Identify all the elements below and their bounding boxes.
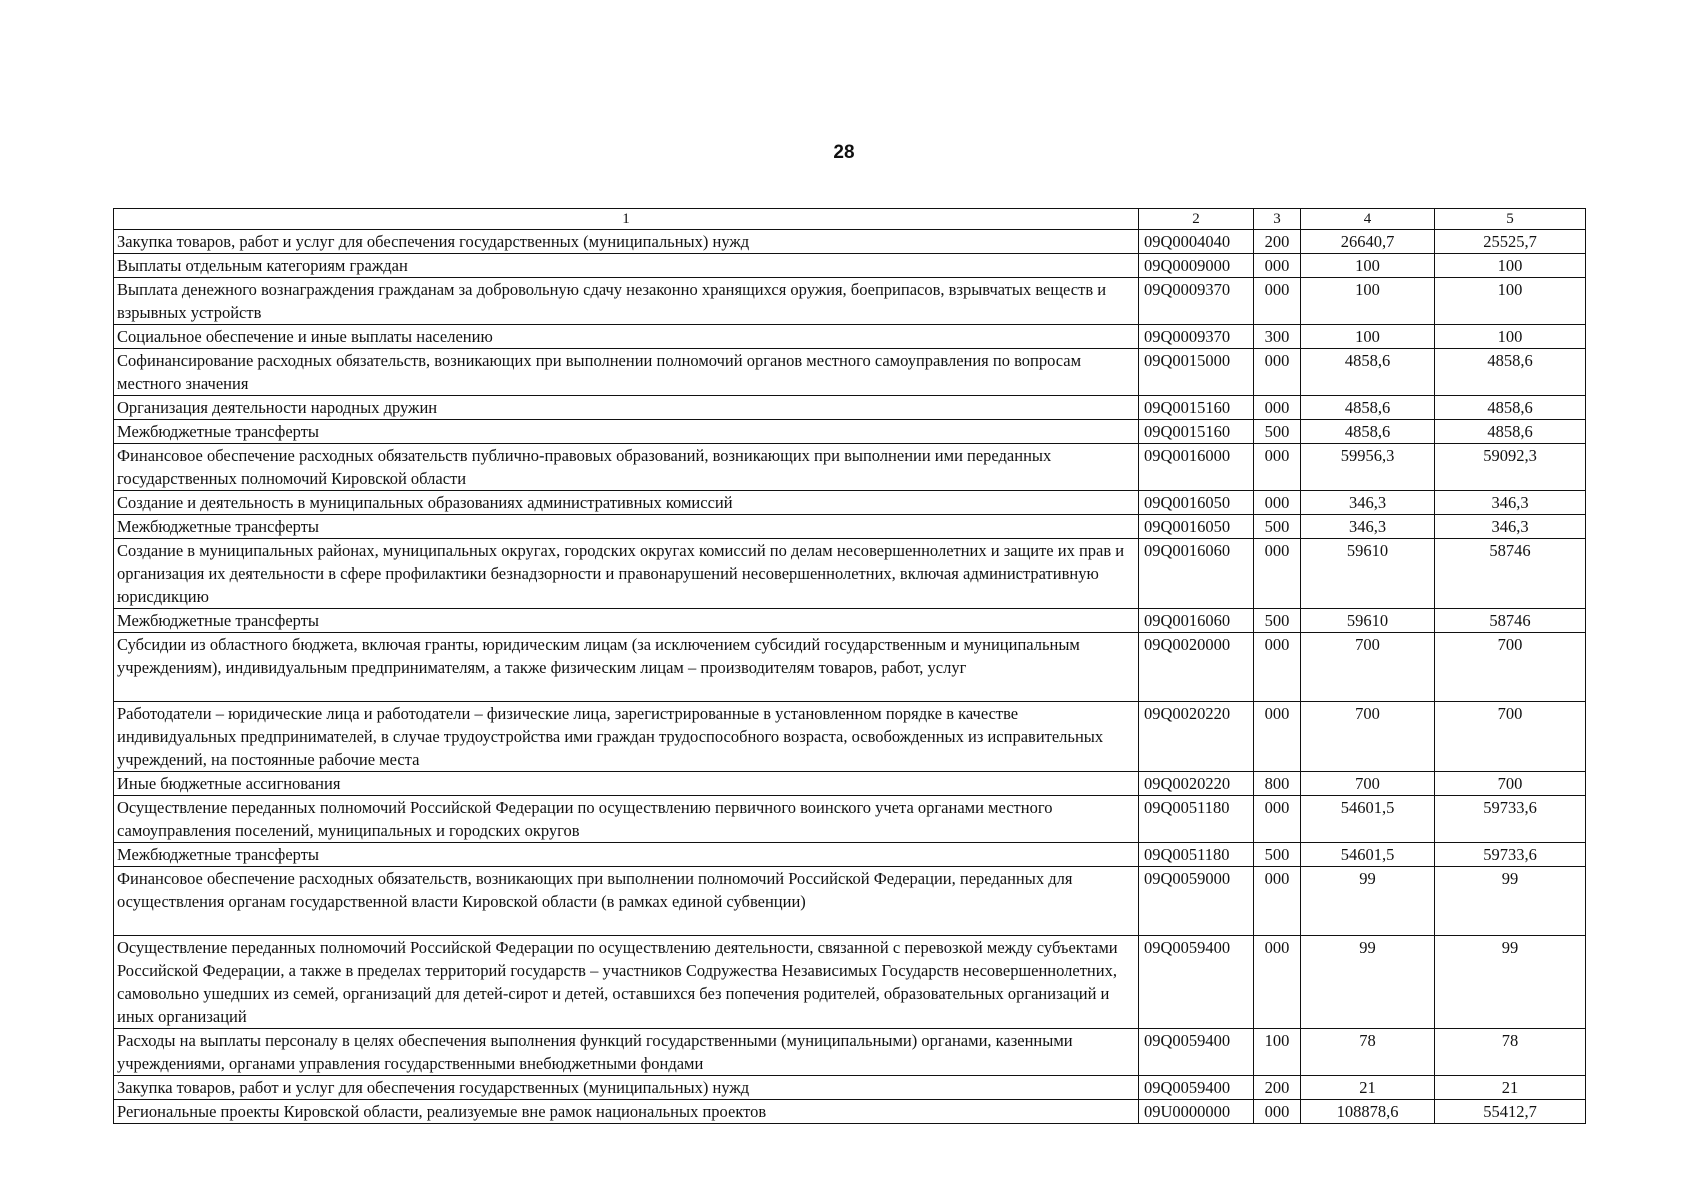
row-value-5: 4858,6 (1435, 396, 1586, 420)
row-value-5: 99 (1435, 867, 1586, 936)
row-code: 09U0000000 (1139, 1100, 1254, 1124)
row-value-5: 99 (1435, 936, 1586, 1029)
row-value-4: 59956,3 (1301, 444, 1435, 491)
table-row (114, 515, 1586, 539)
row-value-4: 346,3 (1301, 491, 1435, 515)
table-row (114, 936, 1586, 1029)
row-expense-type: 500 (1254, 609, 1301, 633)
row-code: 09Q0016060 (1139, 539, 1254, 609)
row-code: 09Q0016060 (1139, 609, 1254, 633)
row-expense-type: 000 (1254, 702, 1301, 772)
row-value-4: 26640,7 (1301, 230, 1435, 254)
header-cell-description: 1 (114, 209, 1139, 230)
row-value-5: 100 (1435, 278, 1586, 325)
row-value-4: 4858,6 (1301, 396, 1435, 420)
row-description: Осуществление переданных полномочий Российской Федерации по осуществлению деятельности, связанной с перевозкой между субъектами Российской Федерации, а также в пределах территорий государств – участников Содружества Независимых Государств несовершеннолетних, самовольно ушедших из семей, организаций для детей-сирот и детей, оставшихся без попечения родителей, образовательных организаций и иных организаций (114, 936, 1139, 1029)
row-value-5: 700 (1435, 772, 1586, 796)
table-row (114, 1100, 1586, 1124)
row-value-5: 58746 (1435, 539, 1586, 609)
row-description: Создание и деятельность в муниципальных образованиях административных комиссий (114, 491, 1139, 515)
row-value-4: 78 (1301, 1029, 1435, 1076)
row-description: Расходы на выплаты персоналу в целях обеспечения выполнения функций государственными (муниципальными) органами, казенными учреждениями, органами управления государственными внебюджетными фондами (114, 1029, 1139, 1076)
row-code: 09Q0015160 (1139, 420, 1254, 444)
row-expense-type: 000 (1254, 254, 1301, 278)
row-description: Финансовое обеспечение расходных обязательств публично-правовых образований, возникающих при выполнении ими переданных государственных полномочий Кировской области (114, 444, 1139, 491)
row-expense-type: 000 (1254, 539, 1301, 609)
row-code: 09Q0015160 (1139, 396, 1254, 420)
row-description: Работодатели – юридические лица и работодатели – физические лица, зарегистрированные в установленном порядке в качестве индивидуальных предпринимателей, в случае трудоустройства ими граждан трудоспособного возраста, освобожденных из исправительных учреждений, на постоянные рабочие места (114, 702, 1139, 772)
row-expense-type: 500 (1254, 843, 1301, 867)
row-expense-type: 000 (1254, 396, 1301, 420)
row-description: Софинансирование расходных обязательств, возникающих при выполнении полномочий органов местного самоуправления по вопросам местного значения (114, 349, 1139, 396)
row-value-5: 346,3 (1435, 515, 1586, 539)
row-value-5: 4858,6 (1435, 349, 1586, 396)
row-description: Социальное обеспечение и иные выплаты населению (114, 325, 1139, 349)
row-description: Межбюджетные трансферты (114, 420, 1139, 444)
row-description: Закупка товаров, работ и услуг для обеспечения государственных (муниципальных) нужд (114, 1076, 1139, 1100)
row-description: Осуществление переданных полномочий Российской Федерации по осуществлению первичного воинского учета органами местного самоуправления поселений, муниципальных и городских округов (114, 796, 1139, 843)
table-row (114, 772, 1586, 796)
row-value-5: 21 (1435, 1076, 1586, 1100)
row-expense-type: 000 (1254, 633, 1301, 702)
row-description: Выплата денежного вознаграждения гражданам за добровольную сдачу незаконно хранящихся оружия, боеприпасов, взрывчатых веществ и взрывных устройств (114, 278, 1139, 325)
row-code: 09Q0016050 (1139, 515, 1254, 539)
row-value-4: 99 (1301, 936, 1435, 1029)
row-value-5: 59733,6 (1435, 796, 1586, 843)
table-row (114, 491, 1586, 515)
table-row (114, 444, 1586, 491)
row-description: Организация деятельности народных дружин (114, 396, 1139, 420)
row-description: Финансовое обеспечение расходных обязательств, возникающих при выполнении полномочий Российской Федерации, переданных для осуществления органам государственной власти Кировской области (в рамках единой субвенции) (114, 867, 1139, 936)
row-description: Иные бюджетные ассигнования (114, 772, 1139, 796)
row-description: Создание в муниципальных районах, муниципальных округах, городских округах комиссий по делам несовершеннолетних и защите их прав и организация их деятельности в сфере профилактики безнадзорности и правонарушений несовершеннолетних, включая административную юрисдикцию (114, 539, 1139, 609)
header-cell-code: 2 (1139, 209, 1254, 230)
row-code: 09Q0051180 (1139, 796, 1254, 843)
row-expense-type: 000 (1254, 936, 1301, 1029)
table-row (114, 609, 1586, 633)
row-value-4: 346,3 (1301, 515, 1435, 539)
row-code: 09Q0016050 (1139, 491, 1254, 515)
row-value-5: 59733,6 (1435, 843, 1586, 867)
row-value-4: 99 (1301, 867, 1435, 936)
header-cell-value-4: 4 (1301, 209, 1435, 230)
row-value-4: 4858,6 (1301, 420, 1435, 444)
row-value-5: 78 (1435, 1029, 1586, 1076)
row-expense-type: 000 (1254, 444, 1301, 491)
row-code: 09Q0009370 (1139, 278, 1254, 325)
row-code: 09Q0059400 (1139, 1029, 1254, 1076)
row-description: Выплаты отдельным категориям граждан (114, 254, 1139, 278)
table-row (114, 867, 1586, 936)
row-value-5: 100 (1435, 254, 1586, 278)
row-expense-type: 000 (1254, 349, 1301, 396)
row-value-4: 59610 (1301, 539, 1435, 609)
row-expense-type: 000 (1254, 796, 1301, 843)
row-value-4: 100 (1301, 278, 1435, 325)
row-code: 09Q0009000 (1139, 254, 1254, 278)
page-number: 28 (833, 142, 855, 163)
row-value-4: 4858,6 (1301, 349, 1435, 396)
row-value-5: 700 (1435, 633, 1586, 702)
row-code: 09Q0016000 (1139, 444, 1254, 491)
table-row (114, 420, 1586, 444)
row-expense-type: 000 (1254, 867, 1301, 936)
row-expense-type: 800 (1254, 772, 1301, 796)
table-row (114, 254, 1586, 278)
row-value-4: 700 (1301, 702, 1435, 772)
row-description: Межбюджетные трансферты (114, 609, 1139, 633)
row-expense-type: 100 (1254, 1029, 1301, 1076)
table-row (114, 843, 1586, 867)
table-row (114, 1029, 1586, 1076)
row-code: 09Q0051180 (1139, 843, 1254, 867)
table-row (114, 278, 1586, 325)
row-value-4: 108878,6 (1301, 1100, 1435, 1124)
row-value-4: 54601,5 (1301, 796, 1435, 843)
row-value-5: 25525,7 (1435, 230, 1586, 254)
row-value-5: 58746 (1435, 609, 1586, 633)
row-code: 09Q0004040 (1139, 230, 1254, 254)
budget-table (113, 208, 1586, 1124)
row-description: Региональные проекты Кировской области, реализуемые вне рамок национальных проектов (114, 1100, 1139, 1124)
table-row (114, 1076, 1586, 1100)
header-cell-value-5: 5 (1435, 209, 1586, 230)
row-code: 09Q0020220 (1139, 772, 1254, 796)
row-code: 09Q0015000 (1139, 349, 1254, 396)
row-code: 09Q0059400 (1139, 936, 1254, 1029)
table-body (114, 230, 1586, 1124)
row-value-4: 54601,5 (1301, 843, 1435, 867)
header-row (114, 209, 1586, 230)
row-value-4: 700 (1301, 772, 1435, 796)
row-value-5: 700 (1435, 702, 1586, 772)
row-value-5: 100 (1435, 325, 1586, 349)
row-expense-type: 000 (1254, 1100, 1301, 1124)
row-value-4: 700 (1301, 633, 1435, 702)
row-code: 09Q0059400 (1139, 1076, 1254, 1100)
row-description: Закупка товаров, работ и услуг для обеспечения государственных (муниципальных) нужд (114, 230, 1139, 254)
table-row (114, 230, 1586, 254)
row-value-5: 346,3 (1435, 491, 1586, 515)
row-code: 09Q0009370 (1139, 325, 1254, 349)
table-row (114, 539, 1586, 609)
row-expense-type: 500 (1254, 420, 1301, 444)
table-row (114, 325, 1586, 349)
row-value-4: 100 (1301, 325, 1435, 349)
row-code: 09Q0020220 (1139, 702, 1254, 772)
row-description: Субсидии из областного бюджета, включая гранты, юридическим лицам (за исключением субсидий государственным и муниципальным учреждениям), индивидуальным предпринимателям, а также физическим лицам – производителям товаров, работ, услуг (114, 633, 1139, 702)
row-value-5: 59092,3 (1435, 444, 1586, 491)
row-expense-type: 500 (1254, 515, 1301, 539)
row-value-4: 21 (1301, 1076, 1435, 1100)
header-cell-type: 3 (1254, 209, 1301, 230)
row-value-5: 55412,7 (1435, 1100, 1586, 1124)
table-row (114, 702, 1586, 772)
row-value-5: 4858,6 (1435, 420, 1586, 444)
row-expense-type: 200 (1254, 1076, 1301, 1100)
row-expense-type: 000 (1254, 491, 1301, 515)
row-description: Межбюджетные трансферты (114, 515, 1139, 539)
row-expense-type: 300 (1254, 325, 1301, 349)
table-row (114, 633, 1586, 702)
row-expense-type: 200 (1254, 230, 1301, 254)
row-description: Межбюджетные трансферты (114, 843, 1139, 867)
row-code: 09Q0059000 (1139, 867, 1254, 936)
row-value-4: 100 (1301, 254, 1435, 278)
row-code: 09Q0020000 (1139, 633, 1254, 702)
row-expense-type: 000 (1254, 278, 1301, 325)
table-row (114, 796, 1586, 843)
row-value-4: 59610 (1301, 609, 1435, 633)
table-row (114, 349, 1586, 396)
table-row (114, 396, 1586, 420)
